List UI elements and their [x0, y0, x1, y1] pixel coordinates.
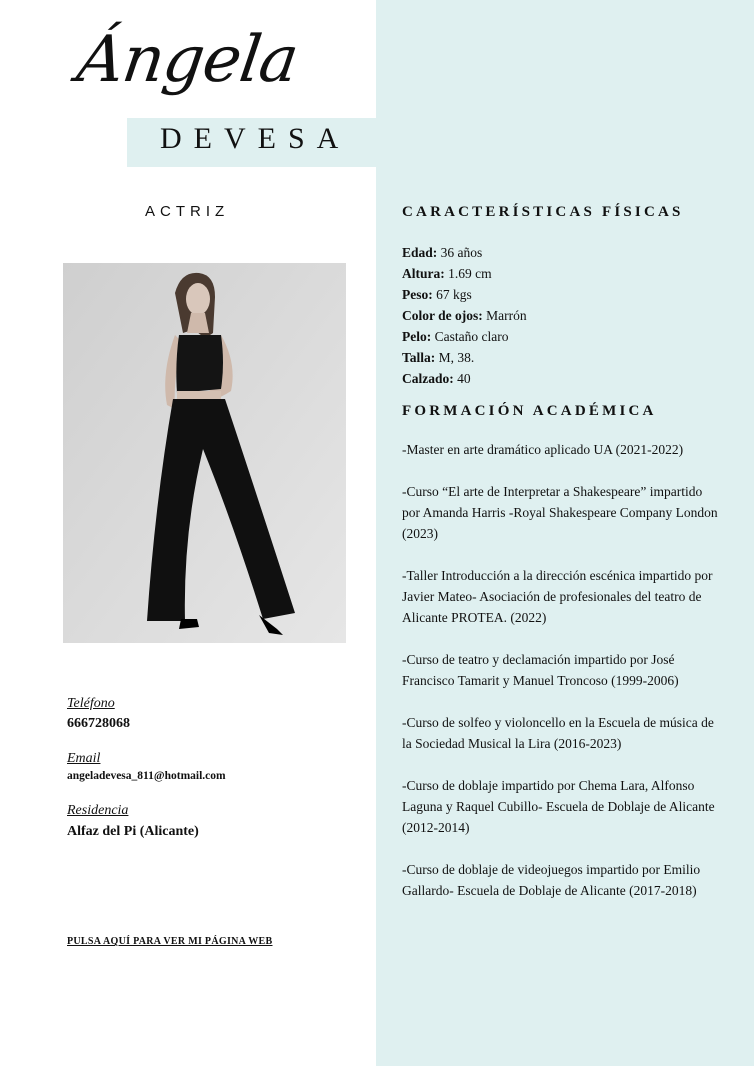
attr-weight: Peso: 67 kgs	[402, 287, 472, 302]
physical-attributes-list	[402, 242, 732, 389]
attr-hair: Pelo: Castaño claro	[402, 329, 509, 344]
attr-age: Edad: 36 años	[402, 245, 483, 260]
email-label: Email	[67, 751, 101, 766]
education-item: -Curso de solfeo y violoncello en la Escuela de música de la Sociedad Musical la Lira (2016-2023)	[402, 715, 714, 751]
phone-label: Teléfono	[67, 696, 115, 711]
education-heading: FORMACIÓN ACADÉMICA	[402, 403, 657, 419]
physical-heading: CARACTERÍSTICAS FÍSICAS	[402, 204, 684, 220]
phone-value: 666728068	[67, 716, 130, 731]
first-name: Ángela	[72, 23, 303, 97]
portrait-photo	[63, 263, 346, 643]
attr-size: Talla: M, 38.	[402, 350, 475, 365]
attr-shoe-size: Calzado: 40	[402, 371, 471, 386]
education-item: -Curso “El arte de Interpretar a Shakespeare” impartido por Amanda Harris -Royal Shakespeare Company London (2023)	[402, 484, 718, 541]
role-title: ACTRIZ	[145, 203, 230, 220]
residence-label: Residencia	[67, 803, 129, 818]
website-link[interactable]: PULSA AQUÍ PARA VER MI PÁGINA WEB	[67, 936, 273, 947]
education-item: -Taller Introducción a la dirección escénica impartido por Javier Mateo- Asociación de profesionales del teatro de Alicante PROTEA. (2022)	[402, 568, 713, 625]
education-item: -Curso de teatro y declamación impartido por José Francisco Tamarit y Manuel Troncoso (1999-2006)	[402, 652, 679, 688]
email-value: angeladevesa_811@hotmail.com	[67, 770, 226, 782]
education-list	[402, 439, 720, 922]
attr-eye-color: Color de ojos: Marrón	[402, 308, 527, 323]
education-item: -Curso de doblaje de videojuegos impartido por Emilio Gallardo- Escuela de Doblaje de Alicante (2017-2018)	[402, 862, 701, 898]
portrait-photo-icon	[63, 263, 346, 643]
residence-value: Alfaz del Pi (Alicante)	[67, 824, 199, 839]
education-item: -Master en arte dramático aplicado UA (2021-2022)	[402, 442, 684, 457]
last-name: DEVESA	[160, 122, 351, 155]
attr-height: Altura: 1.69 cm	[402, 266, 492, 281]
education-item: -Curso de doblaje impartido por Chema Lara, Alfonso Laguna y Raquel Cubillo- Escuela de Doblaje de Alicante (2012-2014)	[402, 778, 715, 835]
